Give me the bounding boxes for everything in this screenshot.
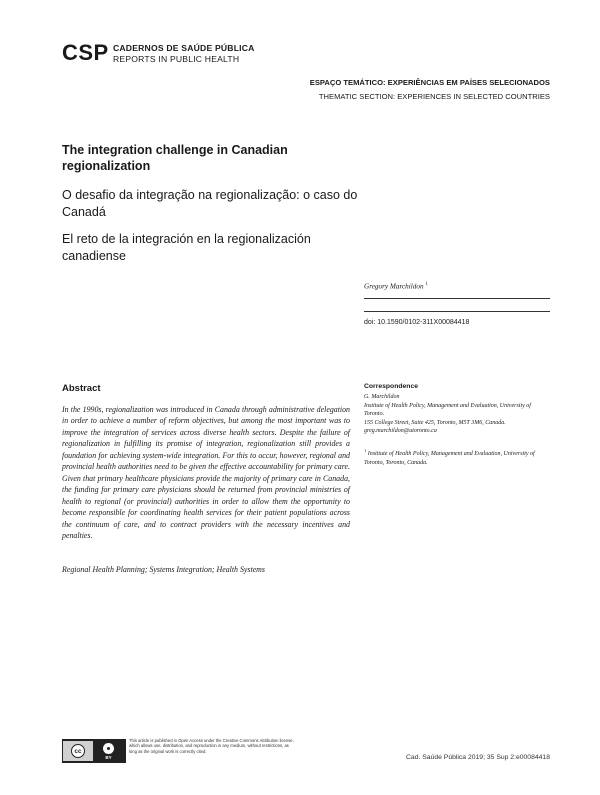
citation-footer: Cad. Saúde Pública 2019; 35 Sup 2:e00084418: [406, 754, 550, 761]
author-divider-top: [364, 298, 550, 299]
license-text: This article is published in Open Access under the Creative Commons Attribution license, which allows use, distribution, and reproduction in any medium, without restrictions, as long as the original work is correctly cited.: [129, 738, 294, 754]
article-title-es: El reto de la integración en la regionalización canadiense: [62, 232, 311, 263]
correspondence-email[interactable]: greg.marchildon@utoronto.ca: [364, 428, 437, 435]
section-title-en: THEMATIC SECTION: EXPERIENCES IN SELECTED COUNTRIES: [318, 92, 550, 101]
article-title-en: The integration challenge in Canadian regionalization: [62, 143, 288, 173]
cc-icon: cc: [71, 744, 85, 758]
correspondence-block: [364, 393, 550, 436]
affiliation-mark: 1: [364, 448, 367, 453]
by-label: BY: [105, 754, 112, 760]
author-name-text: Gregory Marchildon: [364, 282, 424, 291]
journal-logo: CSP: [62, 40, 109, 65]
journal-name: CADERNOS DE SAÚDE PÚBLICA: [113, 43, 255, 53]
correspondence-name: G. Marchildon: [364, 394, 400, 400]
doi-link[interactable]: doi: 10.1590/0102-311X00084418: [364, 319, 470, 326]
keywords: Regional Health Planning; Systems Integration; Health Systems: [62, 565, 265, 574]
author-divider-bottom: [364, 311, 550, 312]
author-name: [364, 282, 428, 290]
author-affiliation-mark: 1: [425, 282, 428, 287]
abstract-heading: Abstract: [62, 383, 101, 394]
journal-subtitle: REPORTS IN PUBLIC HEALTH: [113, 54, 240, 64]
affiliation-text: Institute of Health Policy, Management and Evaluation, University of Toronto, Toronto, Canada.: [364, 451, 535, 466]
correspondence-institution: Institute of Health Policy, Management and Evaluation, University of Toronto.: [364, 402, 531, 418]
attribution-person-icon: [103, 743, 114, 754]
creative-commons-badge[interactable]: [62, 739, 126, 763]
by-logo: [93, 741, 124, 761]
affiliation-block: [364, 447, 550, 467]
cc-logo: [63, 741, 93, 761]
correspondence-address: 155 College Street, Suite 425, Toronto, M5T 3M6, Canada.: [364, 419, 506, 426]
abstract-text: In the 1990s, regionalization was introduced in Canada through administrative delegation in order to achieve a number of reform objectives, but among the most important was to improve the integration of services across diverse health sectors. Despite the failure of regionalization in fulfilling its promise of integration, regionalization still provides a foundation for achieving system-wide integration. For this to occur, however, regional and provincial health authorities need to be given the effective accountability for primary care. Given that primary healthcare physicians provide the majority of primary care in Canada, the funding for primary care physicians should be returned from provincial ministries of health to regional (or provincial) authorities in order to allow them the opportunity to become responsible for coordinating health services for their patient populations across the continuum of care, and to contract providers with the necessary incentives and penalties.: [62, 405, 350, 540]
correspondence-heading: Correspondence: [364, 383, 419, 390]
article-title-pt: O desafio da integração na regionalização: o caso do Canadá: [62, 188, 358, 219]
section-title-pt: ESPAÇO TEMÁTICO: EXPERIÊNCIAS EM PAÍSES SELECIONADOS: [309, 78, 550, 87]
